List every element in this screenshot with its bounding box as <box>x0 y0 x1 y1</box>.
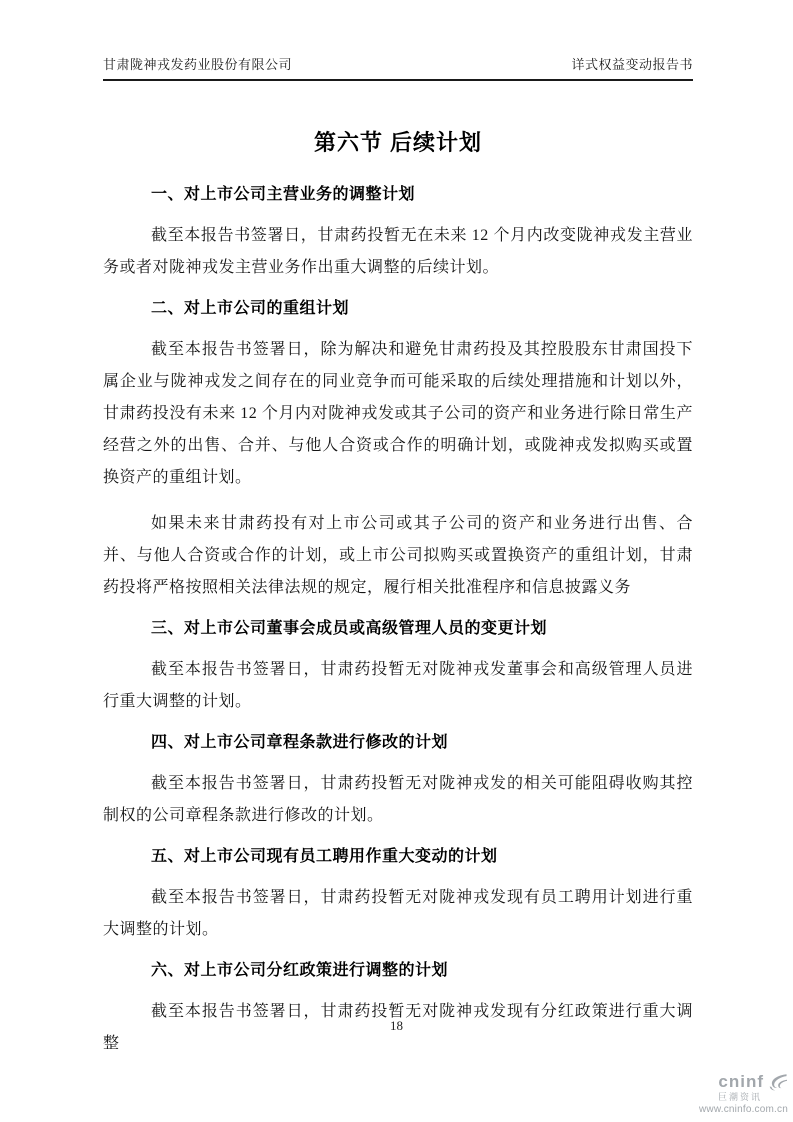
cninfo-brand-text: cninf <box>718 1071 764 1091</box>
header-company-name: 甘肃陇神戎发药业股份有限公司 <box>103 57 293 72</box>
section-articles-amendment <box>103 732 693 832</box>
paragraph: 截至本报告书签署日，甘肃药投暂无对陇神戎发董事会和高级管理人员进行重大调整的计划。 <box>103 661 693 710</box>
chapter-title: 第六节 后续计划 <box>313 130 483 155</box>
document-body <box>103 77 693 1074</box>
section-dividend-policy <box>103 960 693 1060</box>
paragraph: 如果未来甘肃药投有对上市公司或其子公司的资产和业务进行出售、合并、与他人合资或合作的计划，或上市公司拟购买或置换资产的重组计划，甘肃药投将严格按照相关法律法规的规定，履行相关批准程序和信息披露义务 <box>103 515 693 596</box>
cninfo-brand-row <box>699 1072 788 1092</box>
paragraph: 截至本报告书签署日，除为解决和避免甘肃药投及其控股股东甘肃国投下属企业与陇神戎发之间存在的同业竞争而可能采取的后续处理措施和计划以外，甘肃药投没有未来 12 个月内对陇神戎发或其子公司的资产和业务进行除日常生产经营之外的出售、合并、与他人合资或合作的明确计划，或陇神戎发拟购买或置换资产的重组计划。 <box>103 341 693 486</box>
section-heading: 四、对上市公司章程条款进行修改的计划 <box>151 734 449 751</box>
section-heading: 三、对上市公司董事会成员或高级管理人员的变更计划 <box>151 620 548 637</box>
section-restructuring <box>103 298 693 604</box>
cninfo-swirl-icon <box>766 1072 788 1092</box>
page-header <box>103 0 693 81</box>
section-heading: 六、对上市公司分红政策进行调整的计划 <box>151 962 449 979</box>
section-heading: 五、对上市公司现有员工聘用作重大变动的计划 <box>151 848 498 865</box>
cninfo-chinese-name: 巨潮资讯 <box>717 1092 762 1102</box>
page-number: 18 <box>390 1018 403 1033</box>
paragraph: 截至本报告书签署日，甘肃药投暂无对陇神戎发的相关可能阻碍收购其控制权的公司章程条款进行修改的计划。 <box>103 775 693 824</box>
header-doc-type: 详式权益变动报告书 <box>571 57 693 72</box>
section-employee-plan <box>103 846 693 946</box>
section-heading: 一、对上市公司主营业务的调整计划 <box>151 186 416 203</box>
section-board-management <box>103 618 693 718</box>
section-heading: 二、对上市公司的重组计划 <box>151 300 350 317</box>
paragraph: 截至本报告书签署日，甘肃药投暂无对陇神戎发现有分红政策进行重大调整 <box>103 1003 693 1052</box>
section-main-business <box>103 184 693 284</box>
paragraph: 截至本报告书签署日，甘肃药投暂无在未来 12 个月内改变陇神戎发主营业务或者对陇神戎发主营业务作出重大调整的后续计划。 <box>103 227 693 276</box>
cninfo-url: www.cninfo.com.cn <box>699 1103 788 1115</box>
cninfo-logo <box>699 1072 788 1115</box>
paragraph: 截至本报告书签署日，甘肃药投暂无对陇神戎发现有员工聘用计划进行重大调整的计划。 <box>103 889 693 938</box>
